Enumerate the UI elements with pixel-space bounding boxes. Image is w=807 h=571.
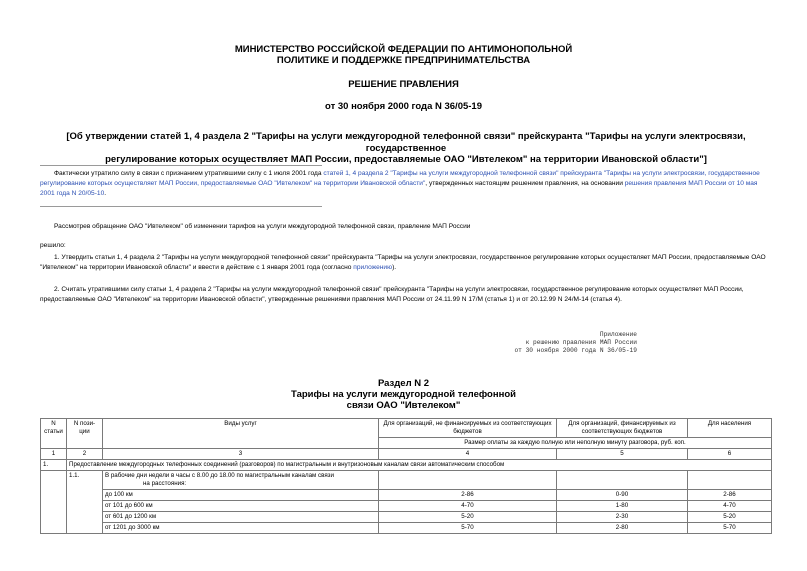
row-budget-price: 2-30	[557, 512, 688, 523]
table-row	[41, 501, 772, 512]
note-rule-bottom	[40, 206, 322, 207]
considered-paragraph: Рассмотрев обращение ОАО "Ивтелеком" об изменении тарифов на услуги междугородной телефонной связи, правление МАП России	[54, 223, 471, 230]
appendix-line-3: от 30 ноября 2000 года N 36/05-19	[514, 347, 637, 354]
header-service-types: Виды услуг	[103, 419, 379, 449]
header-budget-orgs: Для организаций, финансируемых из соответствующих бюджетов	[557, 419, 688, 438]
empty-cell	[67, 501, 103, 512]
row-population-price: 4-70	[688, 501, 772, 512]
section-number: Раздел N 2	[377, 378, 430, 389]
row-service: до 100 км	[103, 490, 379, 501]
empty-cell	[41, 523, 67, 534]
section-title-line-1: Тарифы на услуги междугородной телефонной	[291, 389, 516, 400]
ministry-line-2: ПОЛИТИКЕ И ПОДДЕРЖКЕ ПРЕДПРИНИМАТЕЛЬСТВА	[276, 55, 531, 66]
row-non-budget-price: 5-20	[379, 512, 557, 523]
table-header-row	[41, 419, 772, 438]
column-number-4: 4	[379, 449, 557, 460]
note-link-articles[interactable]: статей 1, 4 раздела 2 "Тарифы на услуги междугородной телефонной связи" прейскуранта "Тарифы на услуги электросвязи, государственное регулирование которых осуществляет МАП России, предоставляемые ОАО "Ивтелеком" на территории Ивановской области"	[40, 170, 760, 187]
empty-cell	[41, 501, 67, 512]
note-link-decision[interactable]: решения правления МАП России от 10 мая 2001 года N 20/05-10	[40, 180, 758, 197]
header-article-number: N статьи	[41, 419, 67, 449]
table-row	[41, 523, 772, 534]
article-1-text: Предоставление междугородных телефонных соединений (разговоров) по магистральным и внутризоновым каналам связи автоматическим способом	[67, 460, 772, 471]
appendix-reference	[487, 331, 637, 355]
ministry-line-1: МИНИСТЕРСТВО РОССИЙСКОЙ ФЕДЕРАЦИИ ПО АНТИМОНОПОЛЬНОЙ	[234, 44, 573, 55]
note-text-1: Фактически утратило силу в связи с признанием утратившими силу с 1 июля 2001 года	[54, 170, 324, 177]
table-row	[41, 490, 772, 501]
article-1-number: 1.	[41, 460, 67, 471]
empty-cell	[557, 471, 688, 490]
appendix-line-2: к решению правления МАП России	[525, 339, 637, 346]
empty-cell	[688, 471, 772, 490]
row-population-price: 2-86	[688, 490, 772, 501]
table-row-position-1-1	[41, 471, 772, 490]
row-service: от 601 до 1200 км	[103, 512, 379, 523]
row-budget-price: 1-80	[557, 501, 688, 512]
row-non-budget-price: 4-70	[379, 501, 557, 512]
item-1-text: 1. Утвердить статьи 1, 4 раздела 2 "Тарифы на услуги междугородной телефонной связи" прейскуранта "Тарифы на услуги электросвязи, государственное регулирование которых осуществляет МАП России, предоставляемые ОАО "Ивтелеком" на территории Ивановской области" и ввести в действие с 1 января 2001 года (согласно	[40, 254, 766, 271]
decision-subject	[30, 131, 782, 166]
resolution-item-1	[40, 253, 770, 273]
empty-cell	[67, 512, 103, 523]
resolution-item-2: 2. Считать утратившими силу статьи 1, 4 раздела 2 "Тарифы на услуги междугородной телефонной связи" прейскуранта "Тарифы на услуги электросвязи, государственное регулирование которых осуществляет МАП России, предоставляемые ОАО "Ивтелеком" на территории Ивановской области", утвержденные решениями правления МАП России от 24.11.99 N 17/М (статья 1) и от 20.12.99 N 24/М-14 (статья 4).	[40, 286, 744, 303]
row-service: от 1201 до 3000 км	[103, 523, 379, 534]
position-1-1-number: 1.1.	[67, 471, 103, 490]
section-title-line-2: связи ОАО "Ивтелеком"	[346, 400, 461, 411]
empty-cell	[41, 490, 67, 501]
row-population-price: 5-70	[688, 523, 772, 534]
row-budget-price: 2-80	[557, 523, 688, 534]
appendix-link[interactable]: приложению	[353, 264, 393, 271]
decision-title: РЕШЕНИЕ ПРАВЛЕНИЯ	[348, 79, 459, 90]
empty-cell	[41, 471, 67, 490]
column-number-6: 6	[688, 449, 772, 460]
repeal-note	[40, 169, 770, 199]
decision-date: от 30 ноября 2000 года N 36/05-19	[325, 101, 482, 112]
item-1-end: ).	[392, 264, 397, 271]
table-row-article-1	[41, 460, 772, 471]
tariffs-table	[40, 418, 772, 534]
note-text-2: , утвержденных настоящим решением правления, на основании	[425, 180, 625, 187]
resolved-label: решило:	[40, 242, 66, 249]
row-service: от 101 до 600 км	[103, 501, 379, 512]
appendix-line-1: Приложение	[599, 331, 637, 338]
note-text-3: .	[104, 190, 107, 197]
position-1-1-line-2: на расстояния:	[143, 480, 187, 487]
table-column-numbers-row	[41, 449, 772, 460]
subject-line-1: [Об утверждении статей 1, 4 раздела 2 "Тарифы на услуги междугородной телефонной связи" прейскуранта "Тарифы на услуги электросвязи, государственное	[66, 131, 746, 154]
empty-cell	[379, 471, 557, 490]
row-population-price: 5-20	[688, 512, 772, 523]
row-non-budget-price: 5-70	[379, 523, 557, 534]
header-position-number: N пози-ции	[67, 419, 103, 449]
empty-cell	[67, 523, 103, 534]
header-population: Для населения	[688, 419, 772, 438]
empty-cell	[67, 490, 103, 501]
section-title	[0, 378, 807, 411]
empty-cell	[41, 512, 67, 523]
column-number-1: 1	[41, 449, 67, 460]
ministry-name	[0, 44, 807, 66]
note-rule-top	[40, 165, 322, 166]
column-number-5: 5	[557, 449, 688, 460]
position-1-1-text	[103, 471, 379, 490]
column-number-3: 3	[103, 449, 379, 460]
subject-line-2: регулирование которых осуществляет МАП России, предоставляемые ОАО "Ивтелеком" на территории Ивановской области"]	[105, 154, 707, 165]
column-number-2: 2	[67, 449, 103, 460]
row-budget-price: 0-90	[557, 490, 688, 501]
row-non-budget-price: 2-86	[379, 490, 557, 501]
header-non-budget-orgs: Для организаций, не финансируемых из соответствующих бюджетов	[379, 419, 557, 438]
table-row	[41, 512, 772, 523]
header-payment-size: Размер оплаты за каждую полную или неполную минуту разговора, руб. коп.	[379, 438, 772, 449]
position-1-1-line-1: В рабочие дни недели в часы с 8.00 до 18.00 по магистральным каналам связи	[105, 472, 334, 479]
